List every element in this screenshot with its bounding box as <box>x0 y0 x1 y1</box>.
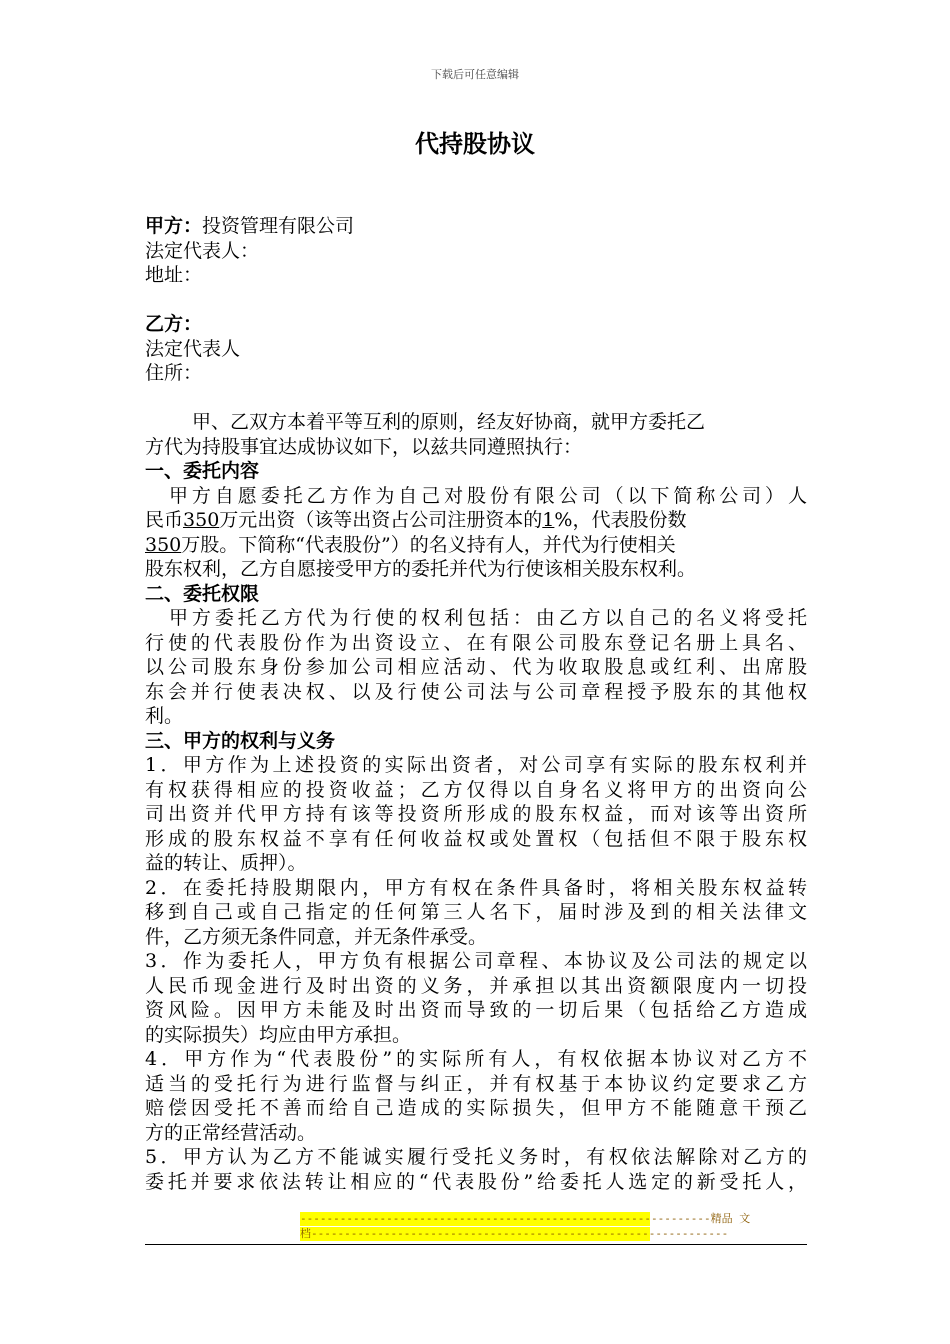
clause-2-line: 移到自己或自己指定的任何第三人名下，届时涉及到的相关法律文 <box>145 901 807 923</box>
clause-2-line: 2．在委托持股期限内，甲方有权在条件具备时，将相关股东权益转 <box>145 876 807 899</box>
party-a-label: 甲方： <box>145 215 203 237</box>
section-1-text: 万股。下简称“代表股份”）的名义持有人，并代为行使相关 <box>181 533 676 556</box>
party-b-rep: 法定代表人 <box>145 337 241 360</box>
intro-line-1: 甲、乙双方本着平等互利的原则，经友好协商，就甲方委托乙 <box>192 411 706 433</box>
section-2-line-5: 利。 <box>145 705 184 727</box>
section-1-text: 万元出资（该等出资占公司注册资本的 <box>219 509 543 531</box>
clause-3-line: 的实际损失）均应由甲方承担。 <box>145 1023 412 1046</box>
clause-3-line: 资风险。因甲方未能及时出资而导致的一切后果（包括给乙方造成 <box>145 999 807 1021</box>
section-1-text: 民币 <box>145 509 184 531</box>
clause-5-line: 5．甲方认为乙方不能诚实履行受托义务时，有权依法解除对乙方的 <box>145 1146 807 1168</box>
intro-line-2: 方代为持股事宜达成协议如下，以兹共同遵照执行： <box>145 435 583 458</box>
clause-1-line: 益的转让、质押）。 <box>145 852 307 874</box>
section-2-line-4: 东会并行使表决权、以及行使公司法与公司章程授予股东的其他权 <box>145 680 807 703</box>
footer-divider <box>145 1244 807 1245</box>
footer-watermark-line-1: --------------------------------------------------------------精品 文 <box>300 1212 751 1225</box>
section-1-line-2 <box>145 508 807 533</box>
clause-3-line: 人民币现金进行及时出资的义务，并承担以其出资额限度内一切投 <box>145 974 807 997</box>
clause-3-line: 3．作为委托人，甲方负有根据公司章程、本协议及公司法的规定以 <box>145 950 807 972</box>
clause-2-line: 件，乙方须无条件同意，并无条件承受。 <box>145 925 488 948</box>
section-1-heading: 一、委托内容 <box>145 460 260 482</box>
investment-amount: 350 <box>183 509 220 531</box>
clause-1-line: 有权获得相应的投资收益；乙方仅得以自身名义将甲方的出资向公 <box>145 778 807 801</box>
footer-watermark-line-2: 档--------------------------------------------------------------- <box>300 1227 729 1240</box>
page-header-note: 下载后可任意编辑 <box>431 68 519 81</box>
section-2-line-1: 甲方委托乙方代为行使的权利包括：由乙方以自己的名义将受托 <box>169 607 807 629</box>
party-b-label: 乙方： <box>145 313 203 335</box>
clause-4-line: 赔偿因受托不善而给自己造成的实际损失，但甲方不能随意干预乙 <box>145 1097 807 1119</box>
document-title: 代持股协议 <box>415 130 535 158</box>
capital-percent: 1 <box>542 509 555 531</box>
section-1-text: %，代表股份数 <box>554 509 687 531</box>
party-a-rep: 法定代表人： <box>145 239 260 262</box>
section-1-line-3 <box>145 533 807 558</box>
clause-1-line: 1．甲方作为上述投资的实际出资者，对公司享有实际的股东权利并 <box>145 754 807 776</box>
section-2-line-3: 以公司股东身份参加公司相应活动、代为收取股息或红利、出席股 <box>145 656 807 678</box>
party-b-residence: 住所： <box>145 362 203 384</box>
clause-4-line: 方的正常经营活动。 <box>145 1121 317 1144</box>
party-a-name: 投资管理有限公司 <box>202 215 355 237</box>
party-b-line <box>145 312 807 337</box>
party-a-address: 地址： <box>145 264 203 286</box>
clause-4-line: 4．甲方作为“代表股份”的实际所有人，有权依据本协议对乙方不 <box>145 1048 807 1070</box>
section-1-line-1: 甲方自愿委托乙方作为自己对股份有限公司（以下简称公司）人 <box>169 484 807 507</box>
agreement-body <box>145 214 807 1194</box>
section-2-line-2: 行使的代表股份作为出资设立、在有限公司股东登记名册上具名、 <box>145 631 807 654</box>
party-a-line <box>145 214 807 239</box>
clause-1-line: 司出资并代甲方持有该等投资所形成的股东权益，而对该等出资所 <box>145 803 807 825</box>
clause-1-line: 形成的股东权益不享有任何收益权或处置权（包括但不限于股东权 <box>145 827 807 850</box>
clause-5-line: 委托并要求依法转让相应的“代表股份”给委托人选定的新受托人， <box>145 1170 807 1193</box>
section-2-heading: 二、委托权限 <box>145 582 260 605</box>
clause-4-line: 适当的受托行为进行监督与纠正，并有权基于本协议约定要求乙方 <box>145 1072 807 1095</box>
share-count: 350 <box>145 533 182 556</box>
section-3-heading: 三、甲方的权利与义务 <box>145 729 336 752</box>
section-1-line-4: 股东权利，乙方自愿接受甲方的委托并代为行使该相关股东权利。 <box>145 558 697 580</box>
